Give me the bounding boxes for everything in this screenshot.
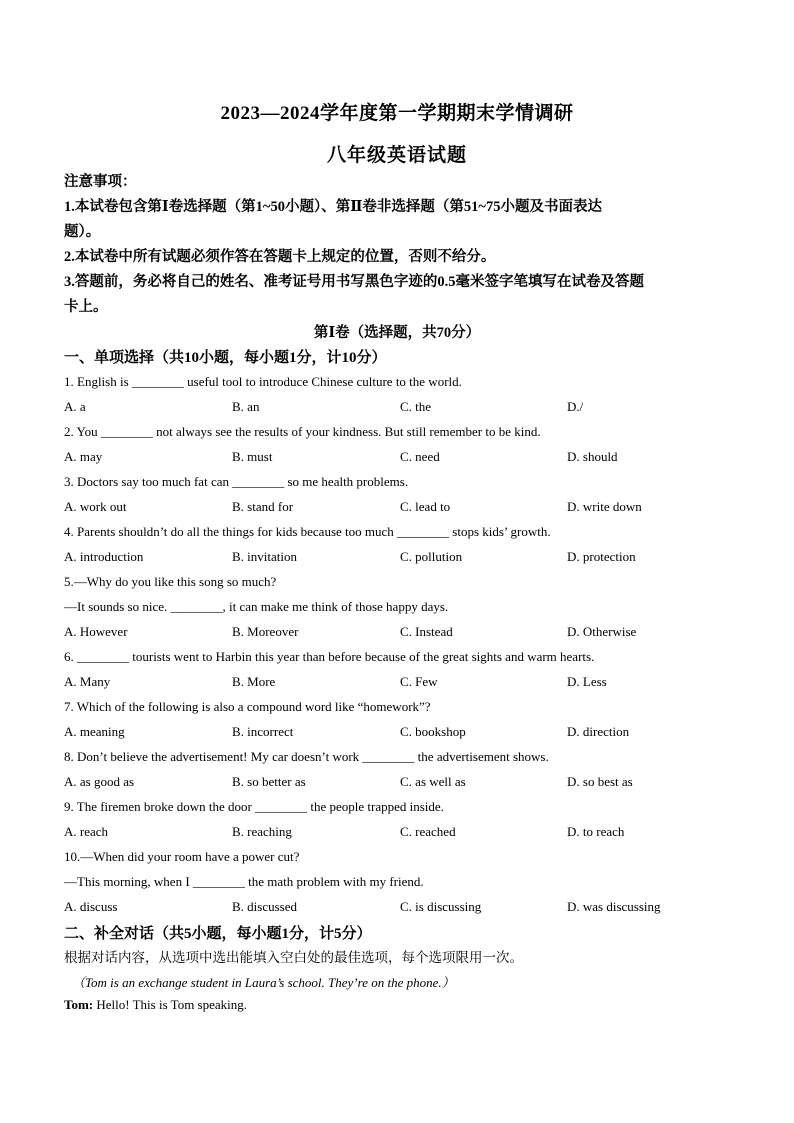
notice-item-1: 1.本试卷包含第Ⅰ卷选择题（第1~50小题）、第Ⅱ卷非选择题（第51~75小题及书面表达 — [64, 199, 602, 215]
option-d: D. should — [567, 449, 618, 464]
option-b: B. must — [232, 449, 273, 464]
dialogue-speaker: Tom: — [64, 997, 94, 1012]
option-d: D. was discussing — [567, 899, 661, 914]
option-a: A. work out — [64, 499, 127, 514]
option-b: B. invitation — [232, 549, 297, 564]
option-c: C. as well as — [400, 774, 466, 789]
option-c: C. Few — [400, 674, 438, 689]
option-d: D. protection — [567, 549, 636, 564]
question-stem: 8. Don’t believe the advertisement! My car doesn’t work ________ the advertisement shows. — [64, 749, 549, 764]
notice-heading: 注意事项： — [64, 174, 137, 190]
section-title: 第Ⅰ卷（选择题，共70分） — [313, 325, 481, 341]
option-a: A. meaning — [64, 724, 125, 739]
option-b: B. so better as — [232, 774, 306, 789]
option-d: D./ — [567, 399, 584, 414]
option-a: A. Many — [64, 674, 111, 689]
question-stem: 7. Which of the following is also a compound word like “homework”? — [64, 699, 431, 714]
option-d: D. to reach — [567, 824, 625, 839]
question-stem: 2. You ________ not always see the results of your kindness. But still remember to be kind. — [64, 424, 541, 439]
option-d: D. write down — [567, 499, 642, 514]
part2-heading: 二、补全对话（共5小题，每小题1分，计5分） — [64, 926, 372, 942]
option-c: C. need — [400, 449, 440, 464]
option-d: D. so best as — [567, 774, 633, 789]
option-a: A. reach — [64, 824, 109, 839]
option-b: B. incorrect — [232, 724, 294, 739]
option-b: B. Moreover — [232, 624, 299, 639]
question-stem-line2: —This morning, when I ________ the math problem with my friend. — [64, 874, 424, 889]
dialogue-text: Hello! This is Tom speaking. — [93, 997, 248, 1012]
notice-item-3: 3.答题前，务必将自己的姓名、准考证号用书写黑色字迹的0.5毫米签字笔填写在试卷及答题 — [64, 274, 644, 290]
notice-item-2: 2.本试卷中所有试题必须作答在答题卡上规定的位置，否则不给分。 — [64, 249, 496, 265]
option-a: A. introduction — [64, 549, 144, 564]
question-stem: 3. Doctors say too much fat can ________ so me health problems. — [64, 474, 409, 489]
question-stem: 6. ________ tourists went to Harbin this year than before because of the great sights and warm hearts. — [64, 649, 595, 664]
option-d: D. Less — [567, 674, 607, 689]
exam-title: 2023—2024学年度第一学期期末学情调研 — [220, 103, 574, 124]
option-a: A. However — [64, 624, 128, 639]
part2-instruction: 根据对话内容，从选项中选出能填入空白处的最佳选项，每个选项限用一次。 — [64, 950, 523, 965]
dialogue-scene: （Tom is an exchange student in Laura’s school. They’re on the phone.） — [72, 975, 455, 990]
notice-item-3-cont: 卡上。 — [64, 299, 108, 315]
option-d: D. direction — [567, 724, 630, 739]
dialogue-line — [64, 997, 247, 1013]
option-b: B. stand for — [232, 499, 294, 514]
option-b: B. reaching — [232, 824, 292, 839]
option-c: C. Instead — [400, 624, 453, 639]
option-b: B. More — [232, 674, 276, 689]
question-stem: 9. The firemen broke down the door ________ the people trapped inside. — [64, 799, 444, 814]
option-c: C. is discussing — [400, 899, 482, 914]
exam-subtitle: 八年级英语试题 — [326, 145, 467, 166]
option-c: C. reached — [400, 824, 456, 839]
option-a: A. a — [64, 399, 86, 414]
question-stem: 10.—When did your room have a power cut? — [64, 849, 300, 864]
question-stem: 4. Parents shouldn’t do all the things for kids because too much ________ stops kids’ growth. — [64, 524, 551, 539]
option-c: C. lead to — [400, 499, 451, 514]
question-stem: 5.—Why do you like this song so much? — [64, 574, 277, 589]
notice-item-1-cont: 题）。 — [64, 224, 101, 240]
part1-heading: 一、单项选择（共10小题，每小题1分，计10分） — [64, 350, 387, 366]
option-c: C. bookshop — [400, 724, 466, 739]
option-b: B. discussed — [232, 899, 297, 914]
option-b: B. an — [232, 399, 260, 414]
option-c: C. pollution — [400, 549, 463, 564]
option-d: D. Otherwise — [567, 624, 637, 639]
option-c: C. the — [400, 399, 432, 414]
question-stem: 1. English is ________ useful tool to introduce Chinese culture to the world. — [64, 374, 462, 389]
option-a: A. as good as — [64, 774, 135, 789]
option-a: A. may — [64, 449, 103, 464]
option-a: A. discuss — [64, 899, 118, 914]
question-stem-line2: —It sounds so nice. ________, it can make me think of those happy days. — [64, 599, 449, 614]
